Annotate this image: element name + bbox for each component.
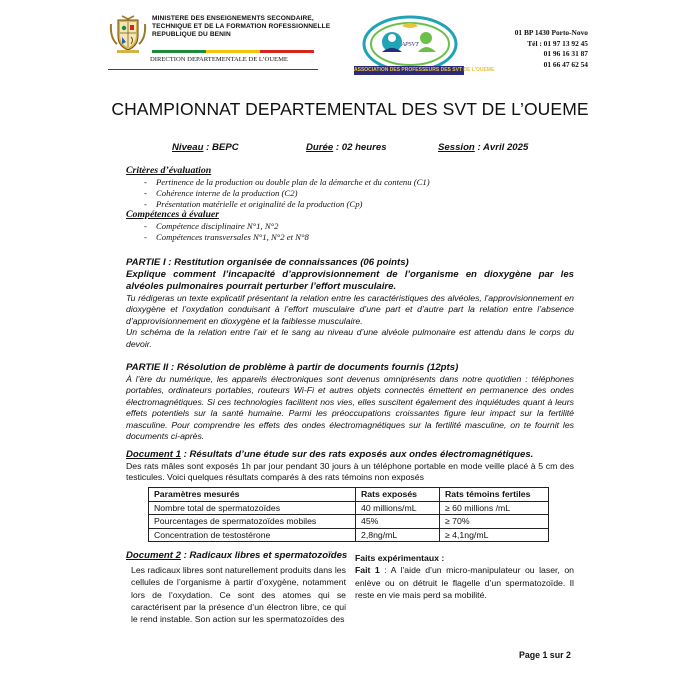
meta-duree bbox=[306, 142, 387, 153]
duree-label: Durée bbox=[306, 142, 334, 153]
ministry-name bbox=[152, 15, 330, 40]
flag-green bbox=[152, 50, 206, 53]
document2-right-column bbox=[355, 552, 574, 601]
partie1-heading: PARTIE I : Restitution organisée de connaissances (06 points) bbox=[126, 257, 409, 268]
association-banner: ASSOCIATION DES PROFESSEURS DES SVT DE L'OUEME bbox=[354, 67, 495, 73]
critere-item: - Cohérence interne de la production (C2) bbox=[126, 188, 574, 199]
fait1-body: : A l’aide d’un micro-manipulateur ou laser, on enlève ou on détruit le flagelle d’un spermatozoïde. Il reste en vie mais perd sa mobilité. bbox=[355, 565, 574, 600]
table-cell: ≥ 60 millions /mL bbox=[440, 501, 549, 515]
contact-line: 01 96 16 31 87 bbox=[543, 49, 588, 58]
page-number: Page 1 sur 2 bbox=[519, 650, 571, 660]
niveau-label: Niveau bbox=[172, 142, 204, 153]
criteres-section bbox=[126, 165, 574, 243]
document1-text: Des rats mâles sont exposés 1h par jour pendant 30 jours à un téléphone portable en mode veille placé à 5 cm des testicules. Voici quelques résultats comparés à des rats témoins non exposés bbox=[126, 461, 574, 483]
benin-flag-stripe bbox=[152, 50, 314, 53]
session-value: : Avril 2025 bbox=[474, 142, 529, 153]
table-header-cell: Paramètres mesurés bbox=[149, 488, 356, 502]
table-header-cell: Rats exposés bbox=[356, 488, 440, 502]
partie1-question: Explique comment l’incapacité d’approvisionnement de l’organisme en dioxygène par les alvéoles pulmonaires pourrait perturber l’effort musculaire. bbox=[126, 269, 574, 292]
duree-value: : 02 heures bbox=[333, 142, 387, 153]
contact-line: 01 BP 1430 Porto-Novo bbox=[514, 28, 588, 37]
document1-heading bbox=[126, 449, 574, 461]
table-cell: Pourcentages de spermatozoïdes mobiles bbox=[149, 515, 356, 529]
contact-line: 01 66 47 62 54 bbox=[543, 59, 588, 69]
benin-coat-of-arms-icon bbox=[108, 14, 148, 54]
criteres-heading: Critères d’évaluation bbox=[126, 165, 212, 176]
table-header-cell: Rats témoins fertiles bbox=[440, 488, 549, 502]
document2-left-column: Les radicaux libres sont naturellement produits dans les cellules de l’organisme à partir d’oxygène, notamment lors de l’oxydation. Ce sont des atomes qui se caractérisent par la présence d’un électron libre, ce qui le rend instable. Son action sur les spermatozoïdes des bbox=[131, 565, 346, 625]
partie2-heading: PARTIE II : Résolution de problème à partir de documents fournis (12pts) bbox=[126, 362, 459, 373]
table-cell: Nombre total de spermatozoïdes bbox=[149, 501, 356, 515]
header-divider bbox=[108, 69, 318, 70]
partie1-instructions: Tu rédigeras un texte explicatif présentant la relation entre les caractéristiques des alvéoles, l’approvisionnement en dioxygène et l’oxydation conduisant à l’effort musculaire d’une part et d’autre part la relation entre l’absence d’approvisionnement en dioxygène et la faiblesse musculaire. bbox=[126, 293, 574, 326]
contact-block bbox=[480, 28, 588, 70]
partie2-section bbox=[126, 362, 574, 442]
fait1-text bbox=[355, 564, 574, 601]
flag-yellow bbox=[206, 50, 260, 53]
document2-label: Document 2 bbox=[126, 550, 181, 561]
flag-red bbox=[260, 50, 314, 53]
table-row bbox=[149, 501, 549, 515]
partie1-schema: Un schéma de la relation entre l’air et le sang au niveau d’une alvéole pulmonaire est attendu dans le corps du devoir. bbox=[126, 327, 574, 349]
document1-section bbox=[126, 449, 574, 484]
faits-heading: Faits expérimentaux : bbox=[355, 553, 445, 563]
page-title: CHAMPIONNAT DEPARTEMENTAL DES SVT DE L’OUEME bbox=[111, 99, 589, 119]
direction-name: DIRECTION DEPARTEMENTALE DE L’OUEME bbox=[150, 56, 288, 63]
partie1-section bbox=[126, 257, 574, 350]
competence-item: - Compétence disciplinaire N°1, N°2 bbox=[126, 221, 574, 232]
table-cell: 2,8ng/mL bbox=[356, 528, 440, 542]
table-cell: 40 millions/mL bbox=[356, 501, 440, 515]
meta-session bbox=[438, 142, 528, 153]
competences-heading: Compétences à évaluer bbox=[126, 209, 220, 221]
ministry-line: MINISTERE DES ENSEIGNEMENTS SECONDAIRE, bbox=[152, 15, 314, 22]
competence-item: - Compétences transversales N°1, N°2 et N°8 bbox=[126, 232, 574, 243]
contact-line: Tél : 01 97 13 92 45 bbox=[527, 38, 588, 48]
table-header-row bbox=[149, 488, 549, 502]
document1-label: Document 1 bbox=[126, 449, 181, 460]
ministry-line: REPUBLIQUE DU BENIN bbox=[152, 31, 231, 39]
table-row bbox=[149, 515, 549, 529]
meta-niveau bbox=[172, 142, 239, 153]
fait1-label: Fait 1 bbox=[355, 565, 380, 576]
niveau-value: : BEPC bbox=[203, 142, 239, 153]
table-cell: ≥ 4,1ng/mL bbox=[440, 528, 549, 542]
session-label: Session bbox=[438, 142, 475, 153]
table-cell: Concentration de testostérone bbox=[149, 528, 356, 542]
ministry-line: TECHNIQUE ET DE LA FORMATION ROFESSIONNELLE bbox=[152, 23, 331, 31]
document1-title: : Résultats d’une étude sur des rats exposés aux ondes électromagnétiques. bbox=[180, 449, 534, 460]
svg-text:APSVT: APSVT bbox=[401, 42, 419, 48]
critere-item: - Pertinence de la production ou double plan de la démarche et du contenu (C1) bbox=[126, 177, 574, 188]
document2-title: : Radicaux libres et spermatozoïdes bbox=[180, 550, 348, 561]
table-cell: ≥ 70% bbox=[440, 515, 549, 529]
results-table bbox=[148, 487, 549, 542]
table-cell: 45% bbox=[356, 515, 440, 529]
critere-item: - Présentation matérielle et originalité de la production (Cp) bbox=[126, 199, 574, 210]
table-row bbox=[149, 528, 549, 542]
partie2-intro: À l’ère du numérique, les appareils électroniques sont devenus omniprésents dans notre quotidien : téléphones portables, ordinateurs portables, routeurs Wi-Fi et autres objets connectés émettent en permanence des ondes électromagnétiques. Si ces technologies facilitent nos vies, elles suscitent également des inquiétudes quant à leurs effets potentiels sur la santé humaine. Parmi les préoccupations croissantes figure leur impact sur la fertilité masculine. Pour comprendre les effets des ondes électromagnétiques sur la fertilité masculine, on te fournit les documents ci-après. bbox=[126, 374, 574, 442]
